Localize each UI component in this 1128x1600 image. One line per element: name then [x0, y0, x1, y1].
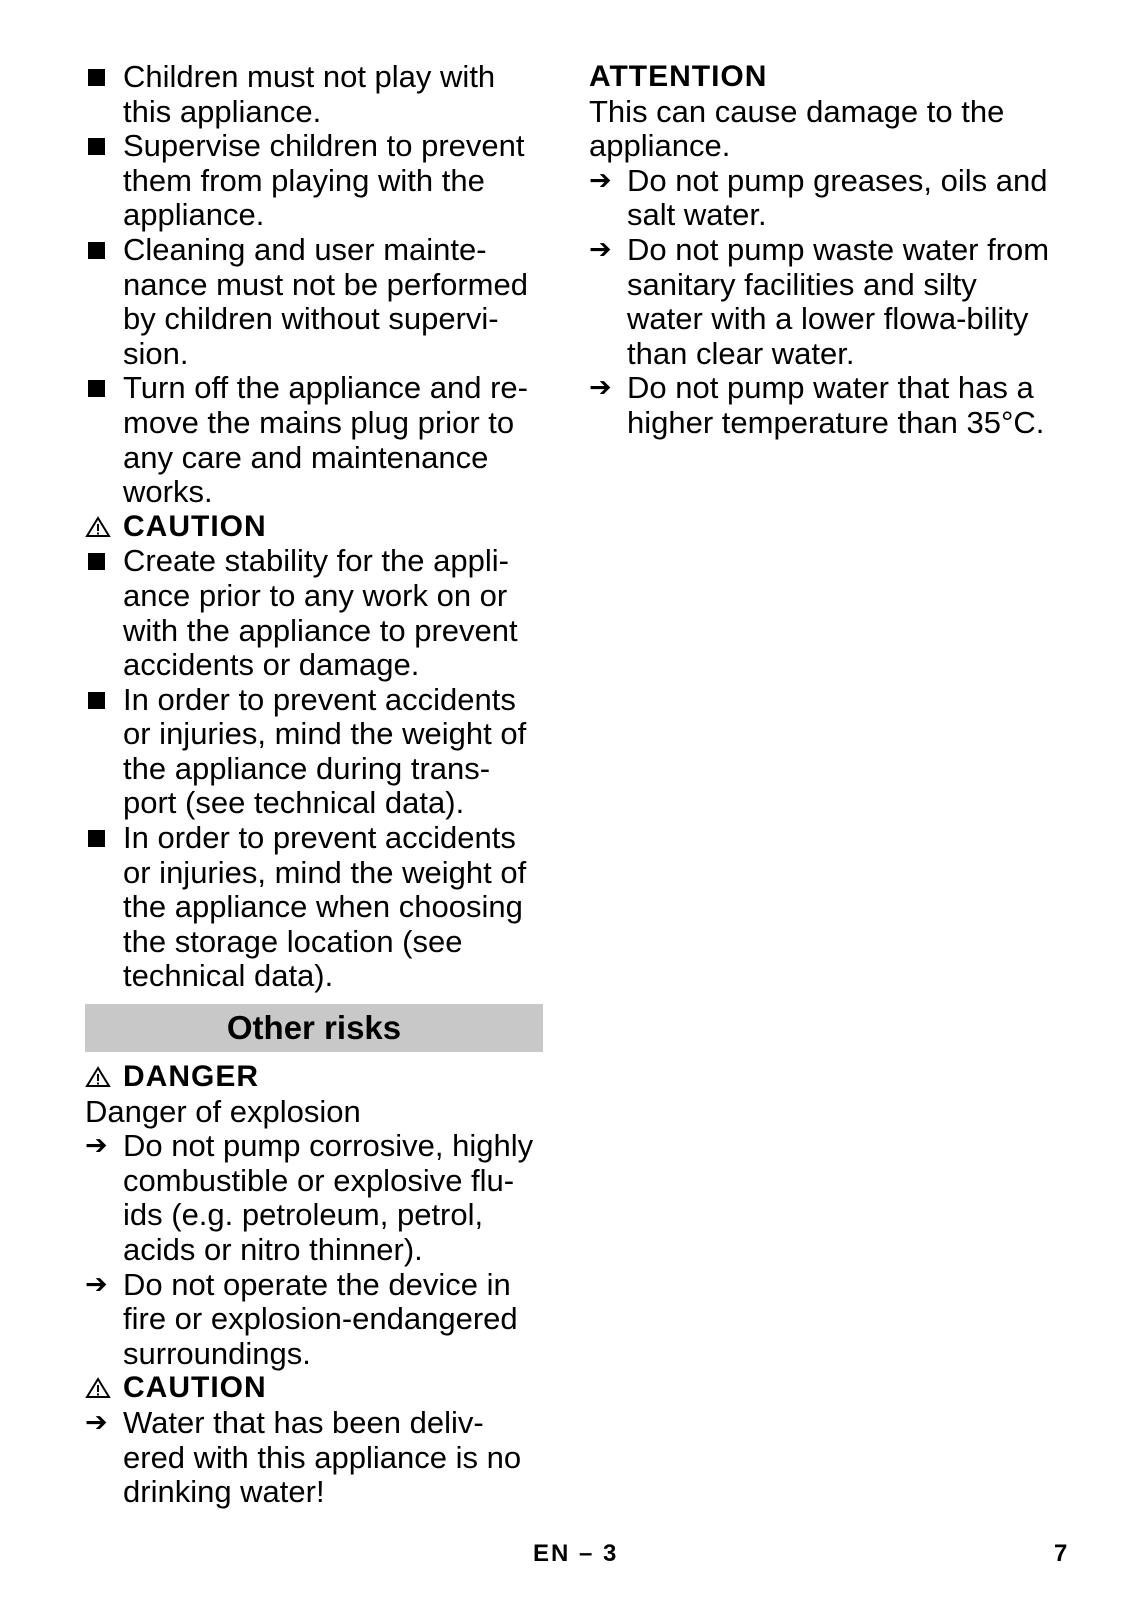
- arrow-right-icon: ➔: [85, 1406, 108, 1438]
- square-bullet-icon: [85, 544, 123, 579]
- list-item: [85, 1129, 543, 1267]
- right-column: [589, 60, 1059, 441]
- list-item-text: In order to prevent accidents or injuries, mind the weight of the appliance when choosing the storage location (see technical data).: [123, 820, 527, 994]
- warning-triangle-icon: [85, 1060, 123, 1088]
- square-bullet-icon: [85, 683, 123, 718]
- arrow-right-icon: ➔: [589, 372, 612, 404]
- danger-text: Danger of explosion: [85, 1093, 361, 1129]
- warning-triangle-icon: [85, 1371, 123, 1399]
- list-item-text: Do not pump greases, oils and salt water.: [627, 162, 1048, 233]
- square-bullet-icon: [85, 371, 123, 406]
- attention-heading: [589, 60, 1059, 95]
- list-item: [85, 683, 543, 821]
- footer-section-label: EN – 3: [533, 1540, 619, 1567]
- list-item: [85, 1406, 543, 1510]
- list-item-text: Turn off the appliance and re-move the mains plug prior to any care and maintenance works.: [123, 370, 528, 510]
- list-item: [85, 233, 543, 371]
- danger-heading: [85, 1060, 543, 1095]
- square-bullet-icon: [85, 821, 123, 856]
- list-item-text: Children must not play with this appliance.: [123, 59, 496, 129]
- attention-label: ATTENTION: [589, 60, 768, 93]
- square-bullet-icon: [85, 233, 123, 268]
- list-item: [589, 233, 1059, 371]
- list-item: [589, 371, 1059, 440]
- caution-label: CAUTION: [123, 509, 267, 543]
- list-item-text: Do not pump corrosive, highly combustible or explosive flu-ids (e.g. petroleum, petrol, acids or nitro thinner).: [123, 1128, 534, 1267]
- arrow-right-icon: ➔: [589, 233, 612, 265]
- list-item: [85, 60, 543, 129]
- left-column: [85, 60, 543, 1510]
- list-item: [85, 544, 543, 682]
- section-title-bar: [85, 1004, 543, 1052]
- list-item-text: Cleaning and user mainte-nance must not be performed by children without supervi-sion.: [123, 231, 528, 371]
- list-item: [589, 164, 1059, 233]
- square-bullet-icon: [85, 60, 123, 95]
- arrow-right-icon: ➔: [85, 1130, 108, 1162]
- list-item-text: Create stability for the appli-ance prior to any work on or with the appliance to prevent accidents or damage.: [123, 543, 518, 683]
- list-item-text: Do not operate the device in fire or explosion-endangered surroundings.: [123, 1266, 518, 1371]
- warning-triangle-icon: [85, 510, 123, 538]
- arrow-right-icon: ➔: [85, 1268, 108, 1300]
- list-item: [85, 1268, 543, 1372]
- list-item: [85, 129, 543, 233]
- danger-label: DANGER: [123, 1060, 260, 1094]
- attention-text: This can cause damage to the appliance.: [589, 93, 1005, 164]
- square-bullet-icon: [85, 129, 123, 164]
- list-item-text: Water that has been deliv-ered with this appliance is no drinking water!: [123, 1404, 522, 1510]
- page-number: 7: [1054, 1540, 1068, 1567]
- caution-heading: [85, 510, 543, 545]
- list-item: [85, 371, 543, 509]
- caution-label: CAUTION: [123, 1371, 267, 1405]
- list-item-text: Do not pump waste water from sanitary facilities and silty water with a lower flowa-bility than clear water.: [627, 231, 1050, 371]
- section-title: Other risks: [226, 1008, 402, 1046]
- list-item-text: Supervise children to prevent them from playing with the appliance.: [123, 128, 525, 233]
- list-item-text: In order to prevent accidents or injuries, mind the weight of the appliance during trans-port (see technical data).: [123, 681, 527, 821]
- caution-heading: [85, 1371, 543, 1406]
- list-item: [85, 821, 543, 994]
- list-item-text: Do not pump water that has a higher temperature than 35°C.: [627, 370, 1045, 440]
- arrow-right-icon: ➔: [589, 164, 612, 196]
